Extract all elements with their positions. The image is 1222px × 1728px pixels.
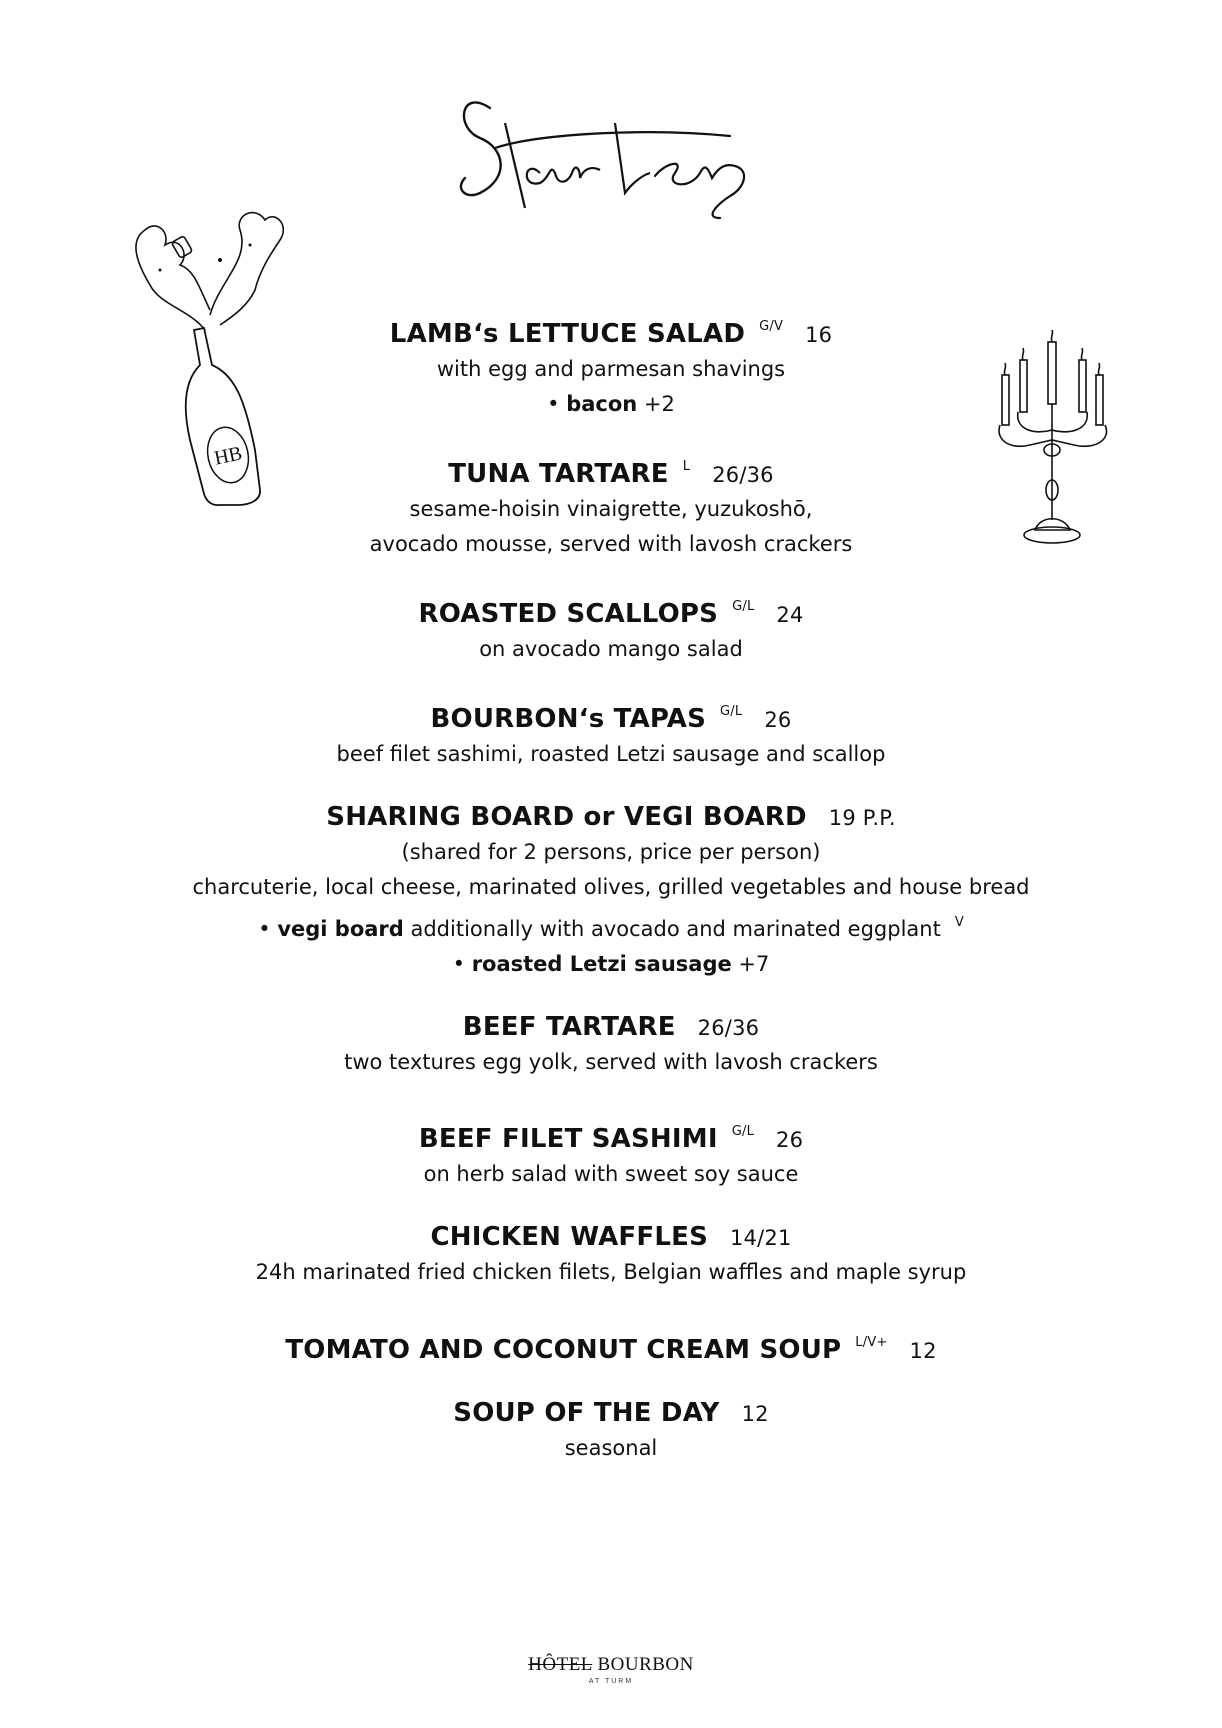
item-price: 24: [776, 603, 804, 627]
hotel-logo: [0, 1654, 1222, 1685]
item-description: with egg and parmesan shavings: [436, 357, 786, 381]
item-heading: [0, 1326, 1222, 1368]
menu-item-lambs-lettuce-salad: [0, 310, 1222, 422]
item-tag: G/V: [759, 319, 784, 334]
item-description: (shared for 2 persons, price per person): [401, 840, 821, 864]
item-description: on avocado mango salad: [479, 637, 743, 661]
item-price: 14/21: [730, 1226, 792, 1250]
menu-item-bourbons-tapas: [0, 695, 1222, 772]
item-vegi-option: • vegi board additionally with avocado and marinated eggplant $^V$: [258, 915, 964, 941]
item-heading: [0, 1220, 1222, 1255]
item-price: 26: [764, 708, 792, 732]
menu-item-beef-tartare: [0, 1010, 1222, 1080]
item-description: 24h marinated fried chicken filets, Belgian waffles and maple syrup: [255, 1260, 967, 1284]
item-extra: • roasted Letzi sausage +7: [452, 952, 770, 976]
bottle-label: HB: [212, 442, 245, 470]
item-description: seasonal: [564, 1436, 658, 1460]
item-heading: [0, 800, 1222, 835]
item-name: SOUP OF THE DAY: [453, 1398, 720, 1428]
item-heading: [0, 1010, 1222, 1045]
item-name: BEEF TARTARE: [462, 1012, 676, 1042]
item-tag: G/L: [731, 1124, 755, 1139]
item-heading: [0, 1115, 1222, 1157]
title-text: Starters: [450, 78, 455, 79]
item-price: 12: [909, 1339, 937, 1363]
menu-item-tuna-tartare: [0, 450, 1222, 562]
menu-item-soup-of-the-day: [0, 1396, 1222, 1466]
item-price: 26/36: [712, 463, 774, 487]
item-price: 19 P.P.: [828, 806, 896, 830]
hotel-name: HÔTEL BOURBON: [528, 1654, 694, 1675]
item-tag: L: [682, 459, 691, 474]
item-description: sesame-hoisin vinaigrette, yuzukoshō,: [409, 497, 813, 521]
item-name: ROASTED SCALLOPS: [418, 599, 719, 629]
item-name: TUNA TARTARE: [448, 459, 669, 489]
item-heading: [0, 590, 1222, 632]
hotel-location: AT TURM: [588, 1678, 634, 1685]
item-price: 26/36: [697, 1016, 760, 1040]
page-title: [450, 78, 780, 228]
item-name: SHARING BOARD or VEGI BOARD: [326, 802, 807, 832]
menu-item-chicken-waffles: [0, 1220, 1222, 1290]
item-price: 26: [776, 1128, 804, 1152]
item-description: avocado mousse, served with lavosh crackers: [369, 532, 853, 556]
item-tag: G/L: [720, 704, 743, 719]
item-name: BOURBON‘s TAPAS: [430, 704, 707, 734]
menu-item-sharing-board: [0, 800, 1222, 982]
item-tag: V: [954, 915, 964, 930]
item-tag: L/V+: [855, 1335, 888, 1350]
item-description: charcuterie, local cheese, marinated olives, grilled vegetables and house bread: [192, 875, 1030, 899]
item-name: BEEF FILET SASHIMI: [418, 1124, 718, 1154]
menu-item-roasted-scallops: [0, 590, 1222, 667]
menu-item-beef-filet-sashimi: [0, 1115, 1222, 1192]
item-description: beef filet sashimi, roasted Letzi sausage and scallop: [336, 742, 886, 766]
item-name: CHICKEN WAFFLES: [430, 1222, 708, 1252]
menu-item-tomato-coconut-soup: [0, 1326, 1222, 1368]
item-description: two textures egg yolk, served with lavosh crackers: [344, 1050, 878, 1074]
item-price: 16: [805, 323, 833, 347]
item-extra: • bacon +2: [547, 392, 675, 416]
item-heading: [0, 310, 1222, 352]
item-description: on herb salad with sweet soy sauce: [423, 1162, 799, 1186]
item-heading: [0, 695, 1222, 737]
item-tag: G/L: [732, 599, 755, 614]
item-price: 12: [741, 1402, 769, 1426]
item-name: LAMB‘s LETTUCE SALAD: [389, 319, 746, 349]
item-heading: [0, 450, 1222, 492]
item-name: TOMATO AND COCONUT CREAM SOUP: [285, 1335, 842, 1365]
item-heading: [0, 1396, 1222, 1431]
